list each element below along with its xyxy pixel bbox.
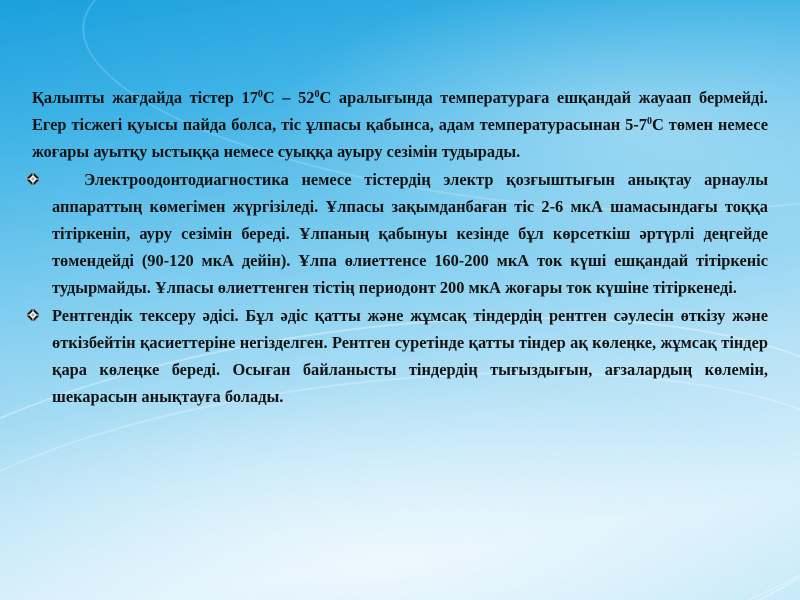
bullet-text: Электроодонтодиагностика немесе тістердің электр қозғыштығын анықтау арнаулы аппараттың көмегімен жүргізіледі. Ұлпасы зақымданбаған тіс 2-6 мкА шамасындағы тоққа тітіркеніп, ауру сезімін береді. Ұлпаның қабынуы кезінде бұл көрсеткіш әртүрлі деңгейде төмендейді (90-120 мкА дейін). Ұлпа өлиеттенсе 160-200 мкА ток күші ешқандай тітіркеніс тудырмайды. Ұлпасы өлиеттенген тістің периодонт 200 мкА жоғары ток күшіне тітіркенеді. [52, 169, 768, 298]
intro-paragraph [24, 84, 768, 166]
bullet-text: Рентгендік тексеру әдісі. Бұл әдіс қатты және жұмсақ тіндердің рентген сәулесін өткізу және өткізбейтін қасиеттеріне негізделген. Рентген суретінде қатты тіндер ақ көлеңке, жұмсақ тіндер қара көлеңке береді. Осыған байланысты тіндердің тығыздығын, ағзалардың көлемін, шекарасын анықтауға болады. [52, 305, 768, 407]
intro-text: С – 52 [262, 88, 315, 107]
bullet-item-electrodontodiagnostics [24, 166, 768, 302]
slide-body [24, 84, 768, 410]
degree-superscript: 0 [647, 116, 653, 128]
diamond-bullet-icon [26, 308, 40, 322]
bullet-item-xray [24, 302, 768, 411]
intro-text: С аралығында температураға ешқандай жауаап бермейді. Егер тісжегі қуысы пайда болса, тіс ұлпасы қабынса, адам температурасынан 5-7 [32, 88, 768, 135]
degree-superscript: 0 [314, 89, 320, 100]
degree-superscript: 0 [257, 89, 263, 100]
intro-text: Қалыпты жағдайда тістер 17 [32, 88, 258, 107]
intro-text: С төмен немесе жоғары ауытқу ыстыққа немесе суыққа ауыру сезімін тудырады. [32, 115, 768, 162]
diamond-bullet-icon [26, 172, 40, 186]
